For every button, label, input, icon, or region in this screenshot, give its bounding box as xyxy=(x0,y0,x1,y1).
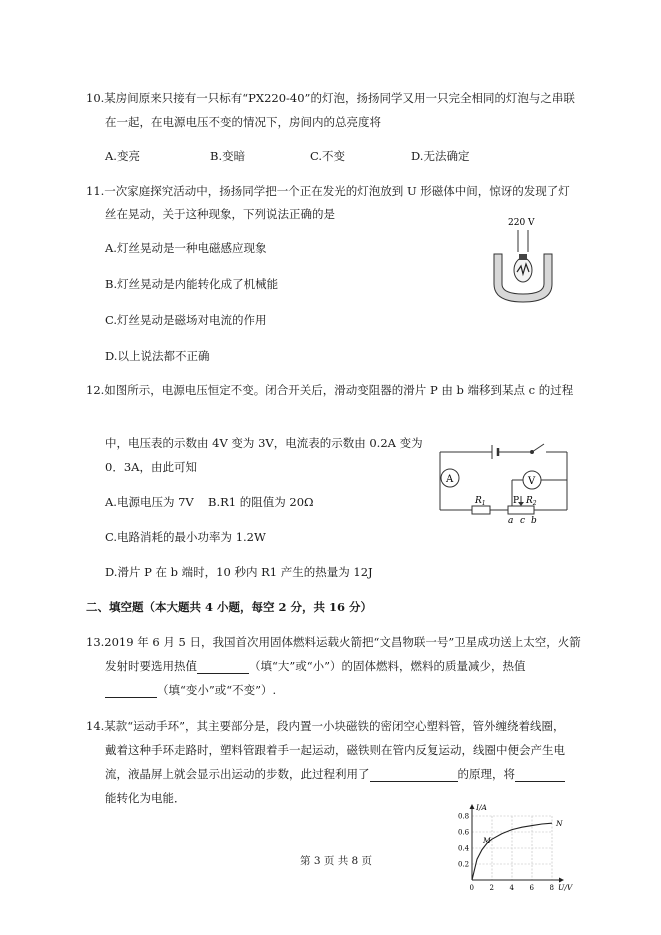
terminal-a: a xyxy=(508,516,514,525)
x-tick-label: 4 xyxy=(509,884,514,892)
switch-pivot xyxy=(531,451,534,454)
bulb-magnet-figure xyxy=(488,214,558,306)
q13-stem-line2 xyxy=(105,660,526,674)
q14-blank-2[interactable] xyxy=(515,769,565,782)
q13-stem-line1: 13.2019 年 6 月 5 日，我国首次用固体燃料运载火箭把“文昌物联一号”卫星成功送上太空，火箭 xyxy=(86,635,581,649)
q13-text-a: 发射时要选用热值 xyxy=(105,659,197,673)
q12-stem-line3: 0．3A，由此可知 xyxy=(105,460,197,474)
y-tick-label: 0.8 xyxy=(458,812,470,821)
q12-option-c: C.电路消耗的最小功率为 1.2W xyxy=(105,530,266,544)
circuit-diagram xyxy=(432,440,577,525)
rheostat-r2 xyxy=(508,506,534,514)
x-tick-label: 8 xyxy=(549,884,554,892)
q11-option-d: D.以上说法都不正确 xyxy=(105,349,210,363)
q11-stem-line1: 11.一次家庭探究活动中，扬扬同学把一个正在发光的灯泡放到 U 形磁体中间，惊讶的发现了灯 xyxy=(86,184,570,198)
q12-option-b: B.R1 的阻值为 20Ω xyxy=(208,495,314,509)
r2-label: $R_2$ xyxy=(526,496,537,507)
y-tick-label: 0.6 xyxy=(458,828,470,837)
q14-stem-line3 xyxy=(105,768,565,782)
x-tick-label: 2 xyxy=(489,884,494,892)
bulb-base xyxy=(519,254,527,260)
q13-stem-line3 xyxy=(105,684,276,698)
q12-stem-line2: 中，电压表的示数由 4V 变为 3V，电流表的示数由 0.2A 变为 xyxy=(105,436,423,450)
bulb-glass xyxy=(514,258,532,282)
q13-text-b: （填“大”或“小”）的固体燃料，燃料的质量减少，热值 xyxy=(249,659,526,673)
r1-label: $R_1$ xyxy=(475,496,486,507)
y-axis-arrow xyxy=(470,804,475,809)
chart-ticks xyxy=(458,803,574,892)
q11-option-c: C.灯丝晃动是磁场对电流的作用 xyxy=(105,313,267,327)
chart-grid xyxy=(472,816,552,880)
ammeter-label: A xyxy=(446,474,454,485)
x-axis-label: U/V xyxy=(558,883,573,892)
q10-option-d: D.无法确定 xyxy=(411,149,470,163)
slider-label: P xyxy=(513,496,520,506)
x-tick-label: 6 xyxy=(529,884,534,892)
q10-stem-line1: 10.某房间原来只接有一只标有“PX220-40”的灯泡，扬扬同学又用一只完全相同的灯泡与之串联 xyxy=(86,91,575,105)
q10-option-b: B.变暗 xyxy=(210,149,246,163)
q14-stem-line2: 戴着这种手环走路时，塑料管跟着手一起运动，磁铁则在管内反复运动，线圈中便会产生电 xyxy=(105,743,565,757)
q14-text-b: 的原理，将 xyxy=(457,767,515,781)
q12-option-d: D.滑片 P 在 b 端时，10 秒内 R1 产生的热量为 12J xyxy=(105,565,373,579)
q10-stem-line2: 在一起，在电源电压不变的情况下，房间内的总亮度将 xyxy=(105,115,381,129)
q11-option-a: A.灯丝晃动是一种电磁感应现象 xyxy=(105,241,267,255)
iu-chart xyxy=(440,796,580,892)
x-axis-arrow xyxy=(559,878,564,883)
q11-option-b: B.灯丝晃动是内能转化成了机械能 xyxy=(105,277,279,291)
terminal-c: c xyxy=(520,516,526,525)
q14-stem-line4: 能转化为电能． xyxy=(105,791,186,805)
y-tick-label: 0.4 xyxy=(458,844,470,853)
page-footer: 第 3 页 共 8 页 xyxy=(300,855,373,867)
q10-option-c: C.不变 xyxy=(310,149,346,163)
resistor-r1 xyxy=(472,506,490,514)
q14-stem-line1: 14.某款“运动手环”，其主要部分是，段内置一小块磁铁的密闭空心塑料管，管外缠绕着线圈， xyxy=(86,719,565,733)
x-tick-label: 0 xyxy=(469,884,474,892)
section-heading-fill-in: 二、填空题（本大题共 4 小题，每空 2 分，共 16 分） xyxy=(86,600,373,614)
annotation-n: N xyxy=(556,819,563,829)
y-tick-label: 0.2 xyxy=(458,860,470,869)
q13-blank-2[interactable] xyxy=(105,685,157,698)
switch-blade xyxy=(532,444,544,452)
q14-blank-1[interactable] xyxy=(370,769,458,782)
q13-text-c: （填“变小”或“不变”）. xyxy=(157,683,277,697)
annotation-m: M xyxy=(483,836,491,845)
voltmeter-label: V xyxy=(528,476,536,487)
q14-text-a: 流，液晶屏上就会显示出运动的步数，此过程利用了 xyxy=(105,767,370,781)
q12-option-a: A.电源电压为 7V xyxy=(105,495,194,509)
terminal-b: b xyxy=(531,516,537,525)
q10-option-a: A.变亮 xyxy=(105,149,140,163)
q11-stem-line2: 丝在晃动，关于这种现象，下列说法正确的是 xyxy=(105,207,335,221)
y-axis-label: I/A xyxy=(476,803,487,812)
q12-stem-line1: 12.如图所示，电源电压恒定不变。闭合开关后，滑动变阻器的滑片 P 由 b 端移到某点 c 的过程 xyxy=(86,383,574,397)
voltage-label: 220 V xyxy=(508,218,535,228)
q13-blank-1[interactable] xyxy=(197,661,249,674)
